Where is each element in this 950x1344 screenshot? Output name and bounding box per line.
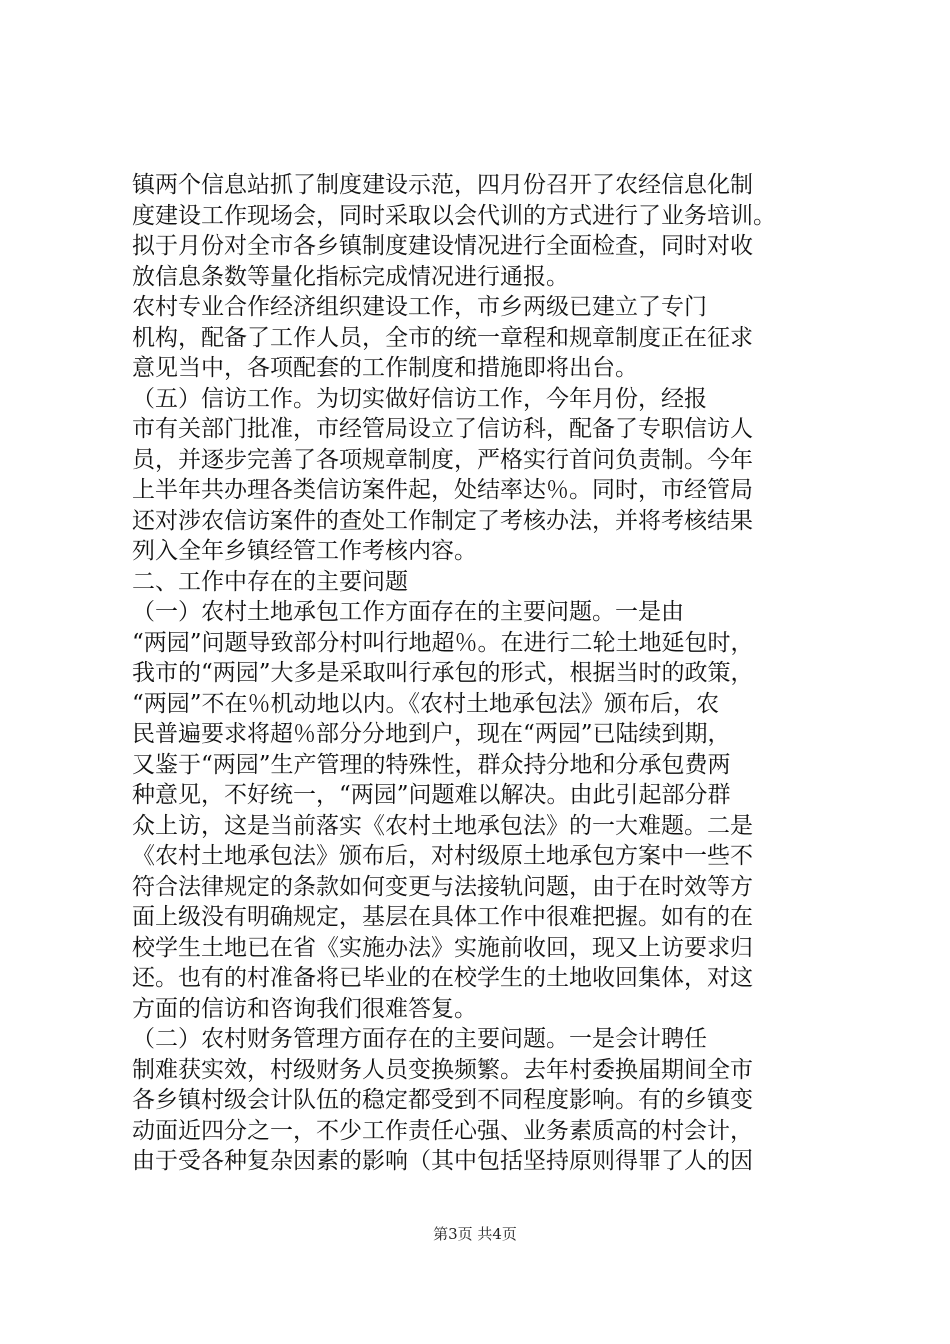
text-line: 还对涉农信访案件的查处工作制定了考核办法，并将考核结果 — [132, 507, 753, 534]
text-line: 列入全年乡镇经管工作考核内容。 — [132, 538, 477, 564]
page-footer — [0, 1223, 950, 1244]
text-line: 动面近四分之一，不少工作责任心强、业务素质高的村会计， — [132, 1117, 753, 1144]
text-line: 又鉴于“两园”生产管理的特殊性，群众持分地和分承包费两 — [132, 751, 731, 778]
text-line: 放信息条数等量化指标完成情况进行通报。 — [132, 263, 569, 290]
text-line: 还。也有的村准备将已毕业的在校学生的土地收回集体，对这 — [132, 965, 753, 991]
section-heading: 二、工作中存在的主要问题 — [132, 568, 408, 595]
text-line: 员，并逐步完善了各项规章制度，严格实行首问负责制。今年 — [132, 446, 753, 473]
text-line: （一）农村土地承包工作方面存在的主要问题。一是由 — [132, 599, 684, 625]
text-line: 度建设工作现场会，同时采取以会代训的方式进行了业务培训。 — [132, 202, 776, 229]
text-line: 由于受各种复杂因素的影响（其中包括坚持原则得罪了人的因 — [132, 1148, 753, 1174]
text-line: “两园”不在％机动地以内。《农村土地承包法》颁布后，农 — [132, 690, 720, 717]
text-line: 机构，配备了工作人员，全市的统一章程和规章制度正在征求 — [132, 324, 753, 351]
text-line: （五）信访工作。为切实做好信访工作，今年月份，经报 — [132, 385, 707, 412]
text-line: 符合法律规定的条款如何变更与法接轨问题，由于在时效等方 — [132, 873, 753, 900]
text-line: 民普遍要求将超％部分分地到户，现在“两园”已陆续到期， — [132, 721, 731, 747]
document-body — [132, 170, 832, 1177]
text-line: 农村专业合作经济组织建设工作，市乡两级已建立了专门 — [132, 294, 707, 320]
text-line: 校学生土地已在省《实施办法》实施前收回，现又上访要求归 — [132, 934, 753, 961]
text-line: 各乡镇村级会计队伍的稳定都受到不同程度影响。有的乡镇变 — [132, 1087, 753, 1113]
text-line: 种意见，不好统一，“两园”问题难以解决。由此引起部分群 — [132, 782, 731, 808]
text-line: 众上访，这是当前落实《农村土地承包法》的一大难题。二是 — [132, 812, 753, 839]
text-line: 市有关部门批准，市经管局设立了信访科，配备了专职信访人 — [132, 416, 753, 442]
text-line: 我市的“两园”大多是采取叫行承包的形式，根据当时的政策， — [132, 660, 754, 686]
text-line: 镇两个信息站抓了制度建设示范，四月份召开了农经信息化制 — [132, 172, 753, 198]
page-number-label: 第3页 共4页 — [433, 1225, 517, 1243]
text-line: 方面的信访和咨询我们很难答复。 — [132, 995, 477, 1022]
text-line: 制难获实效，村级财务人员变换频繁。去年村委换届期间全市 — [132, 1056, 753, 1083]
text-line: 意见当中，各项配套的工作制度和措施即将出台。 — [132, 355, 638, 381]
text-line: 面上级没有明确规定，基层在具体工作中很难把握。如有的在 — [132, 904, 753, 930]
text-line: “两园”问题导致部分村叫行地超％。在进行二轮土地延包时， — [132, 629, 754, 656]
text-line: 《农村土地承包法》颁布后，对村级原土地承包方案中一些不 — [132, 843, 753, 869]
text-line: 拟于月份对全市各乡镇制度建设情况进行全面检查，同时对收 — [132, 233, 753, 259]
text-line: 上半年共办理各类信访案件起，处结率达％。同时，市经管局 — [132, 477, 753, 503]
text-line: （二）农村财务管理方面存在的主要问题。一是会计聘任 — [132, 1026, 707, 1052]
